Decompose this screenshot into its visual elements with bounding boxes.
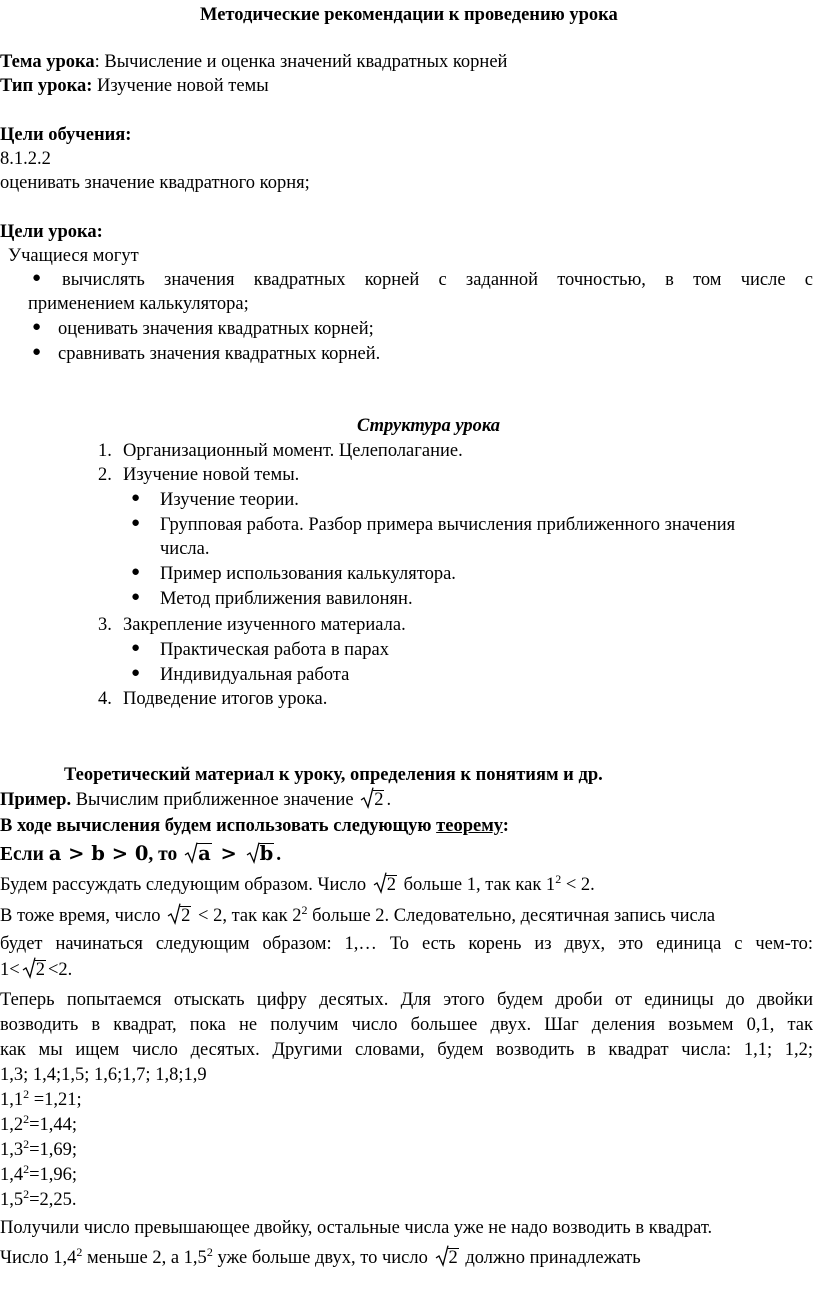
- paragraph-line: 1,3; 1,4;1,5; 1,6;1,7; 1,8;1,9: [0, 1065, 207, 1085]
- topic-line: [0, 50, 507, 74]
- square-result: =1,21;: [29, 1090, 82, 1110]
- exponent: 2: [555, 872, 562, 886]
- exponent: 2: [23, 1162, 30, 1176]
- type-label: Тип урока:: [0, 76, 93, 96]
- paragraph-line: [0, 904, 715, 928]
- exponent: 2: [301, 903, 308, 917]
- goal-text: оценивать значение квадратного корня;: [0, 173, 310, 193]
- text: меньше 2, а 1,5: [82, 1248, 207, 1268]
- square-result: =1,96;: [29, 1165, 78, 1185]
- paragraph-line: возводить в квадрат, пока не получим число большее двух. Шаг деления возьмем 0,1, так: [0, 1015, 813, 1035]
- topic-label: Тема урока: [0, 52, 95, 72]
- text: <2.: [47, 960, 73, 980]
- example-label: Пример.: [0, 790, 72, 810]
- structure-item: Подведение итогов урока.: [123, 689, 328, 709]
- bullet-icon: ●: [32, 344, 42, 360]
- theorem-condition: a > b > 0: [48, 842, 149, 865]
- bullet-icon: ●: [32, 270, 42, 286]
- radicand: a: [198, 842, 211, 865]
- radicand: 2: [448, 1248, 458, 1268]
- sqrt-symbol: [435, 1246, 459, 1270]
- sqrt-symbol: [373, 873, 397, 897]
- goals-learning-heading: Цели обучения:: [0, 125, 132, 145]
- bullet-icon: ●: [131, 665, 141, 681]
- radical-icon: [167, 903, 181, 925]
- paragraph-line: как мы ищем число десятых. Другими словами, будем возводить в квадрат числа: 1,1; 1,2;: [0, 1040, 813, 1060]
- text: больше 1, так как 1: [398, 875, 556, 895]
- structure-heading: Структура урока: [357, 416, 500, 436]
- paragraph-line: Получили число превышающее двойку, остальные числа уже не надо возводить в квадрат.: [0, 1218, 713, 1238]
- structure-subitem: Пример использования калькулятора.: [160, 564, 456, 584]
- structure-subitem: Индивидуальная работа: [160, 665, 350, 685]
- square-row: [0, 1188, 77, 1212]
- structure-subitem-cont: числа.: [160, 539, 210, 559]
- square-base: 1,1: [0, 1090, 24, 1110]
- radical-icon: [184, 842, 198, 864]
- lesson-goal-item: вычислять значения квадратных корней с заданной точностью, в том числе с: [62, 270, 813, 290]
- exponent: 2: [76, 1245, 83, 1259]
- square-row: [0, 1088, 82, 1112]
- square-base: 1,2: [0, 1115, 24, 1135]
- paragraph-line: [0, 873, 595, 897]
- radicand: 2: [181, 906, 191, 926]
- text: должно принадлежать: [460, 1248, 641, 1268]
- topic-value: : Вычисление и оценка значений квадратных корней: [94, 52, 508, 72]
- example-line: [0, 788, 391, 812]
- text: 1<: [0, 960, 20, 980]
- square-result: =1,44;: [29, 1115, 78, 1135]
- exponent: 2: [23, 1087, 30, 1101]
- radical-icon: [435, 1245, 449, 1267]
- structure-number: 1.: [98, 441, 112, 461]
- exponent: 2: [23, 1137, 30, 1151]
- square-base: 1,5: [0, 1190, 24, 1210]
- structure-subitem: Метод приближения вавилонян.: [160, 589, 413, 609]
- structure-number: 4.: [98, 689, 112, 709]
- structure-subitem: Изучение теории.: [160, 490, 299, 510]
- paragraph-line: Теперь попытаемся отыскать цифру десятых. Для этого будем дроби от единицы до двойки: [0, 990, 813, 1010]
- bullet-icon: ●: [131, 640, 141, 656]
- theorem-intro-line: [0, 814, 509, 838]
- text: уже больше двух, то число: [212, 1248, 433, 1268]
- theorem-statement: [0, 842, 281, 867]
- theorem-word: теорему: [436, 816, 503, 836]
- sqrt-symbol: [184, 843, 212, 867]
- punct: .: [386, 790, 392, 810]
- text: Будем рассуждать следующим образом. Число: [0, 875, 371, 895]
- students-can: Учащиеся могут: [8, 246, 139, 266]
- exponent: 2: [206, 1245, 213, 1259]
- square-row: [0, 1113, 77, 1137]
- bullet-icon: ●: [131, 515, 141, 531]
- text: В тоже время, число: [0, 906, 166, 926]
- punct: .: [276, 844, 282, 865]
- text: больше 2. Следовательно, десятичная запись числа: [307, 906, 716, 926]
- square-result: =2,25.: [29, 1190, 77, 1210]
- type-line: [0, 74, 269, 98]
- theorem-if: Если: [0, 844, 49, 865]
- exponent: 2: [23, 1112, 30, 1126]
- paragraph-line: [0, 1246, 641, 1270]
- radicand: 2: [374, 790, 384, 810]
- exponent: 2: [23, 1187, 30, 1201]
- text: < 2, так как 2: [193, 906, 302, 926]
- square-base: 1,4: [0, 1165, 24, 1185]
- lesson-goal-item-cont: применением калькулятора;: [28, 294, 249, 314]
- paragraph-line: будет начинаться следующим образом: 1,… То есть корень из двух, это единица с чем-то:: [0, 934, 813, 954]
- radical-icon: [22, 957, 36, 979]
- punct: :: [502, 816, 509, 836]
- lesson-goal-item: сравнивать значения квадратных корней.: [58, 344, 381, 364]
- structure-subitem: Групповая работа. Разбор примера вычисления приближенного значения: [160, 515, 736, 535]
- text: < 2.: [561, 875, 595, 895]
- structure-number: 2.: [98, 465, 112, 485]
- type-value: Изучение новой темы: [92, 76, 269, 96]
- structure-item: Изучение новой темы.: [123, 465, 300, 485]
- bullet-icon: ●: [131, 589, 141, 605]
- structure-item: Закрепление изученного материала.: [123, 615, 406, 635]
- structure-number: 3.: [98, 615, 112, 635]
- lesson-goal-item: оценивать значения квадратных корней;: [58, 319, 374, 339]
- theorem-intro: В ходе вычисления будем использовать следующую: [0, 816, 437, 836]
- bullet-icon: ●: [131, 490, 141, 506]
- theory-heading: Теоретический материал к уроку, определения к понятиям и др.: [64, 765, 603, 785]
- radical-icon: [373, 872, 387, 894]
- sqrt-symbol: [167, 904, 191, 928]
- square-base: 1,3: [0, 1140, 24, 1160]
- theorem-then: , то: [148, 844, 183, 865]
- example-text: Вычислим приближенное значение: [71, 790, 359, 810]
- radicand: 2: [35, 960, 45, 980]
- goals-lesson-heading: Цели урока:: [0, 222, 103, 242]
- square-row: [0, 1163, 77, 1187]
- document-title: Методические рекомендации к проведению урока: [200, 5, 618, 25]
- radicand: b: [259, 842, 274, 865]
- structure-subitem: Практическая работа в парах: [160, 640, 390, 660]
- square-result: =1,69;: [29, 1140, 78, 1160]
- radicand: 2: [386, 875, 396, 895]
- sqrt-symbol: [360, 788, 384, 812]
- gt-sign: >: [213, 842, 244, 865]
- radical-icon: [246, 842, 260, 864]
- text: Число 1,4: [0, 1248, 77, 1268]
- paragraph-line: [0, 958, 72, 982]
- sqrt-symbol: [22, 958, 46, 982]
- radical-icon: [360, 787, 374, 809]
- structure-item: Организационный момент. Целеполагание.: [123, 441, 463, 461]
- goal-code: 8.1.2.2: [0, 149, 51, 169]
- bullet-icon: ●: [131, 564, 141, 580]
- square-row: [0, 1138, 77, 1162]
- bullet-icon: ●: [32, 319, 42, 335]
- sqrt-symbol: [246, 843, 275, 867]
